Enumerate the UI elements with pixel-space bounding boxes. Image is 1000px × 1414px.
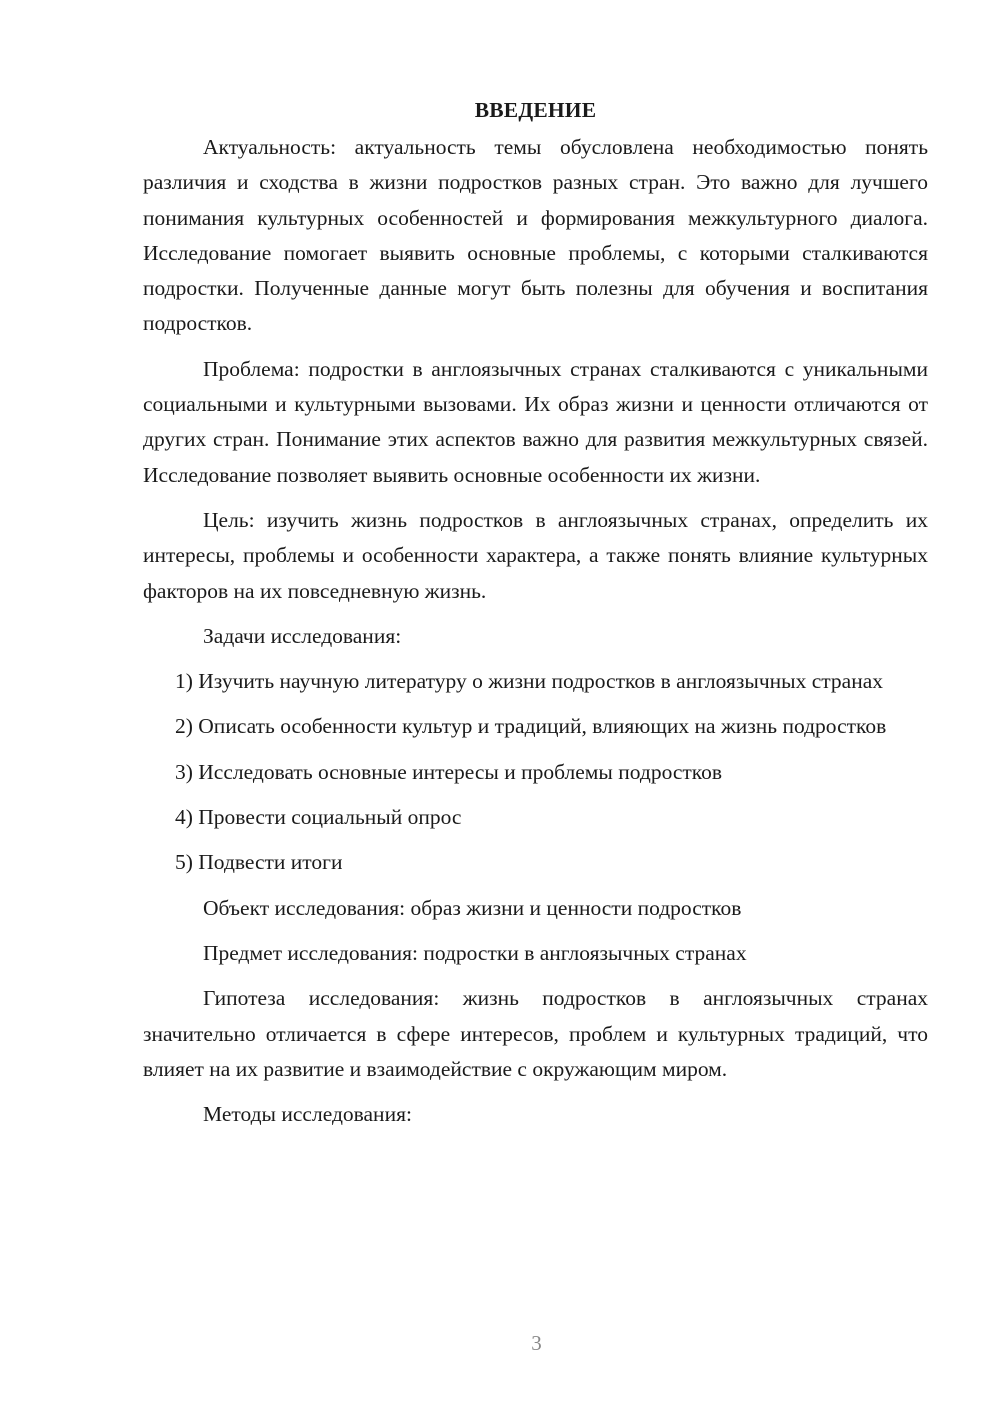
object-paragraph: Объект исследования: образ жизни и ценности подростков: [203, 895, 742, 920]
page-number: 3: [531, 1331, 542, 1355]
problem-paragraph: Проблема: подростки в англоязычных странах сталкиваются с уникальными социальными и культурными вызовами. Их образ жизни и ценности отличаются от других стран. Понимание этих аспектов важно для развития межкультурных связей. Исследование позволяет выявить основные особенности их жизни.: [143, 356, 928, 487]
page-content: [143, 92, 928, 1142]
task-item-1: 1) Изучить научную литературу о жизни подростков в англоязычных странах: [175, 669, 883, 694]
methods-heading: Методы исследования:: [203, 1102, 412, 1127]
task-item-3: 3) Исследовать основные интересы и проблемы подростков: [175, 759, 723, 784]
relevance-paragraph: Актуальность: актуальность темы обусловлена необходимостью понять различия и сходства в жизни подростков разных стран. Это важно для лучшего понимания культурных особенностей и формирования межкультурного диалога. Исследование помогает выявить основные проблемы, с которыми сталкиваются подростки. Полученные данные могут быть полезны для обучения и воспитания подростков.: [143, 135, 928, 336]
goal-paragraph: Цель: изучить жизнь подростков в англоязычных странах, определить их интересы, проблемы и особенности характера, а также понять влияние культурных факторов на их повседневную жизнь.: [143, 507, 928, 603]
task-item-2: 2) Описать особенности культур и традиций, влияющих на жизнь подростков: [175, 714, 887, 739]
tasks-heading: Задачи исследования:: [203, 623, 402, 648]
subject-paragraph: Предмет исследования: подростки в англоязычных странах: [203, 940, 747, 965]
hypothesis-paragraph: Гипотеза исследования: жизнь подростков в англоязычных странах значительно отличается в сфере интересов, проблем и культурных традиций, что влияет на их развитие и взаимодействие с окружающим миром.: [143, 986, 928, 1081]
page-title: ВВЕДЕНИЕ: [474, 98, 597, 122]
task-item-4: 4) Провести социальный опрос: [175, 805, 462, 830]
task-item-5: 5) Подвести итоги: [175, 850, 343, 875]
